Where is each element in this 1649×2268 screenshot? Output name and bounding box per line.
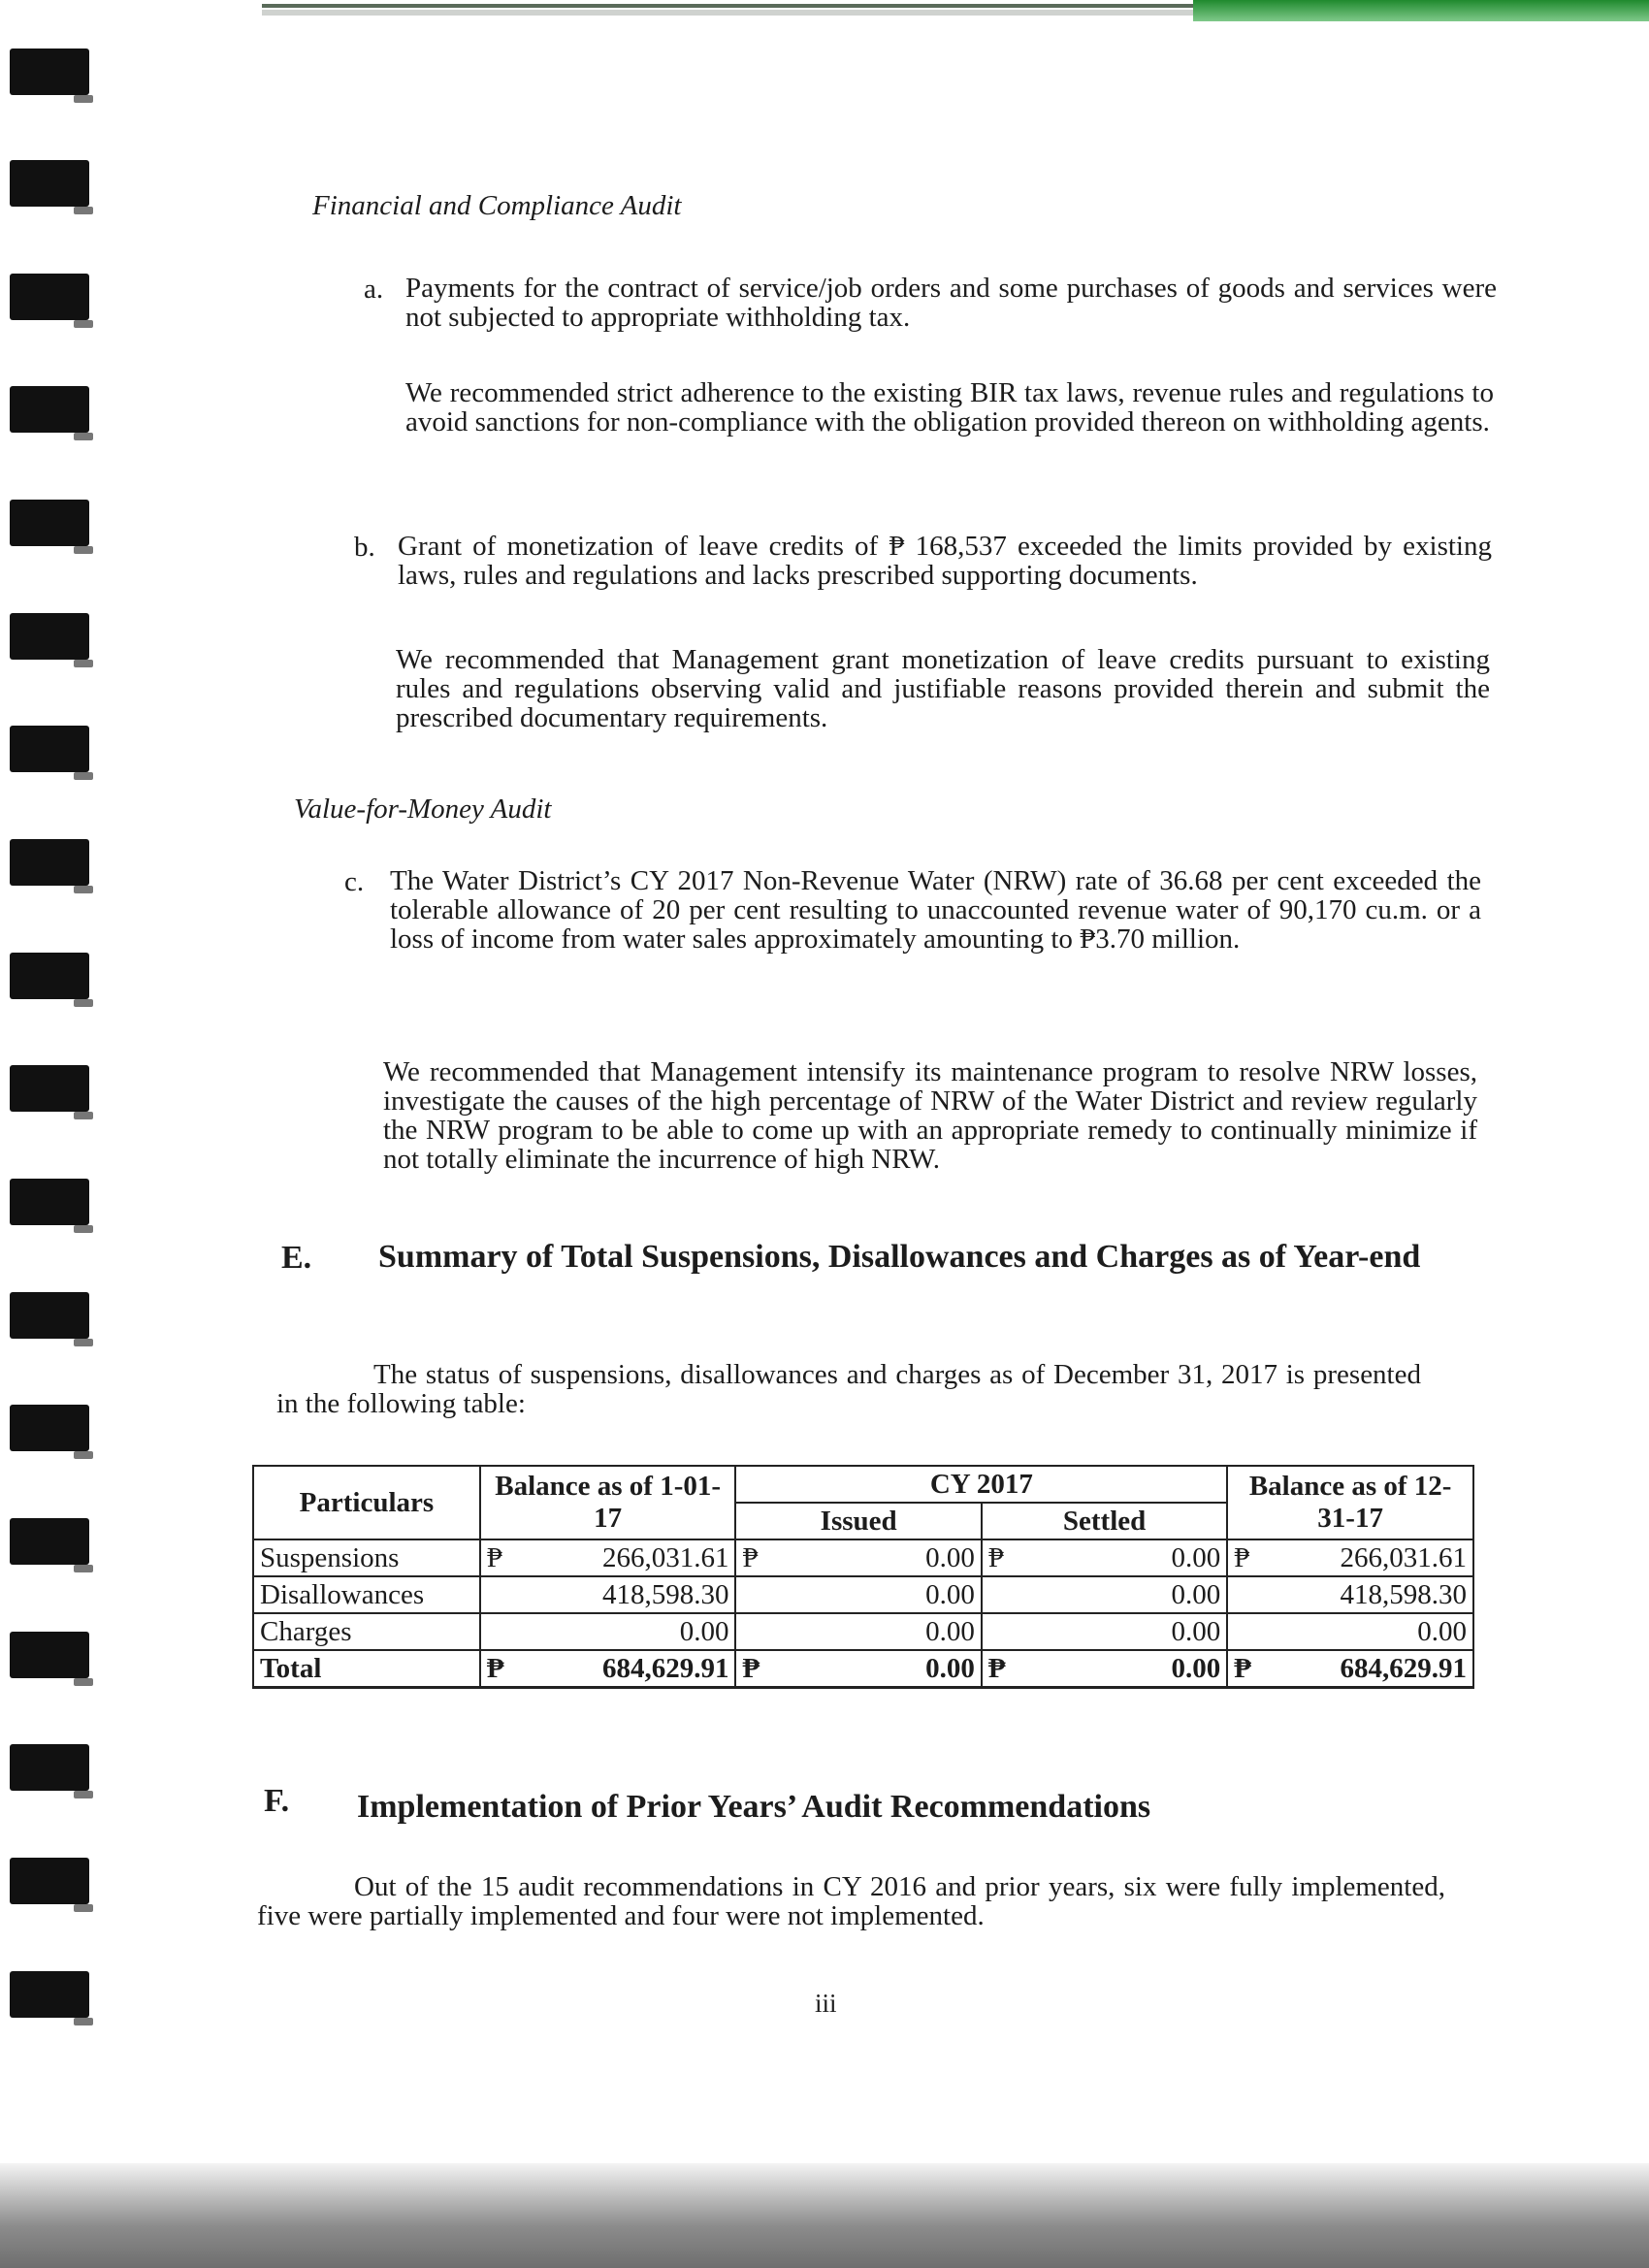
currency-symbol: ₱ (742, 1652, 760, 1684)
row-label: Disallowances (253, 1576, 480, 1613)
total-end: 684,629.91 (1340, 1652, 1467, 1684)
currency-symbol: ₱ (486, 1541, 502, 1573)
binding-hole (10, 1518, 89, 1565)
table-header-row (253, 1466, 1473, 1503)
cell-end: 266,031.61 (1340, 1541, 1467, 1573)
currency-symbol: ₱ (486, 1652, 504, 1684)
binding-hole (10, 613, 89, 660)
cell-settled: 0.00 (1171, 1541, 1221, 1573)
cell-issued: 0.00 (925, 1541, 975, 1573)
row-label: Suspensions (253, 1539, 480, 1576)
currency-symbol: ₱ (742, 1541, 759, 1573)
scan-edge-gray (262, 10, 1193, 16)
suspensions-table (252, 1465, 1474, 1689)
section-e-letter: E. (281, 1240, 312, 1276)
cell-issued: 0.00 (735, 1613, 981, 1650)
cell-start: 266,031.61 (601, 1541, 729, 1573)
cell-end: 418,598.30 (1227, 1576, 1473, 1613)
binding-hole (10, 1858, 89, 1904)
summary-table (252, 1465, 1474, 1689)
binding-hole (10, 1405, 89, 1451)
section-f-letter: F. (264, 1783, 290, 1819)
header-balance-end: Balance as of 12-31-17 (1227, 1466, 1473, 1539)
binding-hole (10, 274, 89, 320)
binding-hole (10, 1065, 89, 1112)
cell-issued: 0.00 (735, 1576, 981, 1613)
cell-start: 418,598.30 (480, 1576, 736, 1613)
binding-hole (10, 1744, 89, 1791)
total-start: 684,629.91 (601, 1652, 729, 1684)
total-issued: 0.00 (925, 1652, 975, 1684)
table-row (253, 1576, 1473, 1613)
header-particulars: Particulars (253, 1466, 480, 1539)
spiral-binding (0, 0, 107, 2163)
binding-hole (10, 386, 89, 433)
binding-hole (10, 726, 89, 772)
binding-hole (10, 1292, 89, 1339)
currency-symbol: ₱ (987, 1652, 1006, 1684)
header-settled: Settled (982, 1503, 1227, 1539)
section-heading-vfm: Value-for-Money Audit (294, 794, 552, 825)
section-f-title: Implementation of Prior Years’ Audit Recommendations (357, 1789, 1151, 1825)
item-c-letter: c. (344, 866, 365, 897)
item-b-recommendation: We recommended that Management grant monetization of leave credits pursuant to existing rules and regulations observing valid and justifiable reasons provided therein and submit the prescribed documentary requirements. (396, 644, 1490, 733)
binding-hole (10, 160, 89, 207)
currency-symbol: ₱ (1234, 1652, 1251, 1684)
binding-hole (10, 1179, 89, 1225)
row-label: Charges (253, 1613, 480, 1650)
cell-settled: 0.00 (982, 1576, 1227, 1613)
header-cy: CY 2017 (735, 1466, 1227, 1503)
cell-settled: 0.00 (982, 1613, 1227, 1650)
total-settled: 0.00 (1171, 1652, 1221, 1684)
binding-hole (10, 1971, 89, 2018)
item-a-letter: a. (364, 274, 384, 305)
scan-bottom-shadow (0, 2163, 1649, 2268)
cell-start: 0.00 (480, 1613, 736, 1650)
table-row (253, 1539, 1473, 1576)
table-row (253, 1613, 1473, 1650)
item-a-recommendation: We recommended strict adherence to the existing BIR tax laws, revenue rules and regulations to avoid sanctions for non-compliance with the obligation provided thereon on withholding agents. (405, 377, 1494, 437)
table-total-row (253, 1650, 1473, 1688)
section-e-intro: The status of suspensions, disallowances and charges as of December 31, 2017 is presented in the following table: (276, 1359, 1421, 1419)
item-c-finding: The Water District’s CY 2017 Non-Revenue Water (NRW) rate of 36.68 per cent exceeded the tolerable allowance of 20 per cent resulting to unaccounted revenue water of 90,170 cu.m. or a loss of income from water sales approximately amounting to ₱3.70 million. (390, 865, 1481, 955)
header-balance-start: Balance as of 1-01-17 (480, 1466, 736, 1539)
binding-hole (10, 49, 89, 95)
item-b-letter: b. (354, 532, 375, 563)
item-c-recommendation: We recommended that Management intensify its maintenance program to resolve NRW losses, investigate the causes of the high percentage of NRW of the Water District and review regularly the NRW program to be able to come up with an appropriate remedy to continually minimize if not totally eliminate the incurrence of high NRW. (383, 1056, 1477, 1175)
currency-symbol: ₱ (1234, 1541, 1250, 1573)
section-f-body: Out of the 15 audit recommendations in CY 2016 and prior years, six were fully implemented, five were partially implemented and four were not implemented. (257, 1871, 1445, 1931)
scan-edge-green (1193, 0, 1649, 21)
item-a-finding: Payments for the contract of service/job orders and some purchases of goods and services were not subjected to appropriate withholding tax. (405, 273, 1497, 333)
total-label: Total (253, 1650, 480, 1688)
item-b-finding: Grant of monetization of leave credits of ₱ 168,537 exceeded the limits provided by existing laws, rules and regulations and lacks prescribed supporting documents. (398, 531, 1492, 591)
currency-symbol: ₱ (987, 1541, 1004, 1573)
section-heading-financial: Financial and Compliance Audit (312, 190, 682, 221)
binding-hole (10, 500, 89, 546)
cell-end: 0.00 (1227, 1613, 1473, 1650)
binding-hole (10, 953, 89, 999)
binding-hole (10, 1632, 89, 1678)
page-number: iii (815, 1989, 837, 2018)
header-issued: Issued (735, 1503, 981, 1539)
binding-hole (10, 839, 89, 886)
section-e-title: Summary of Total Suspensions, Disallowances and Charges as of Year-end (378, 1239, 1421, 1275)
